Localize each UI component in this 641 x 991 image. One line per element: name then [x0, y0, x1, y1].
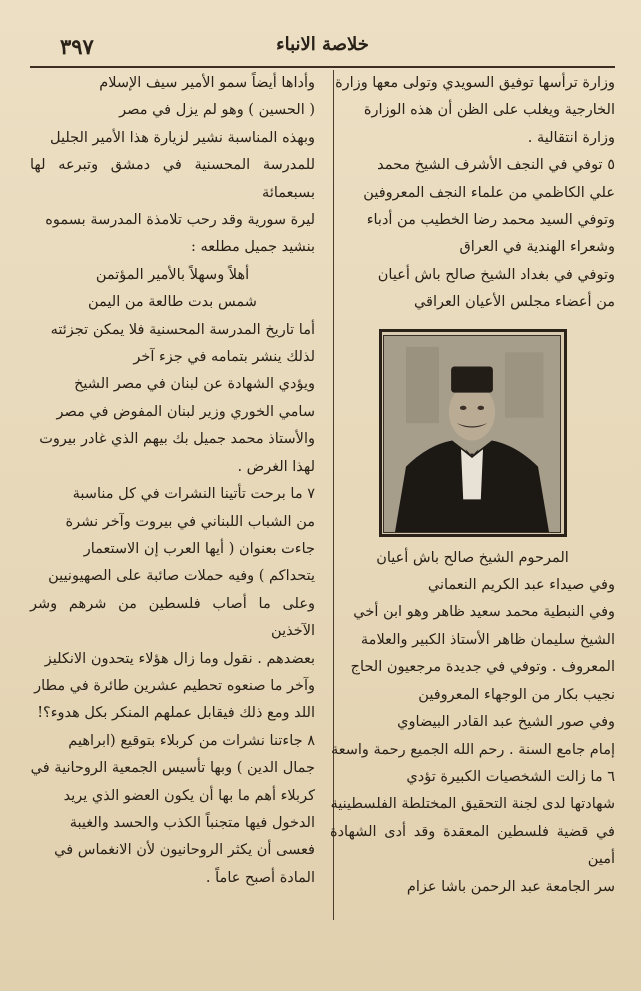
text-line: المعروف . وتوفي في جديدة مرجعيون الحاج: [350, 659, 615, 676]
text-line: وزارة انتقالية .: [527, 129, 615, 146]
text-line: الشيخ سليمان ظاهر الأستاذ الكبير والعلامة: [360, 631, 615, 648]
text-line: بنشيد جميل مطلعه :: [191, 239, 315, 256]
text-line: وتوفي في بغداد الشيخ صالح باش أعيان: [377, 266, 615, 283]
text-line: لذلك ينشر بتمامه في جزء آخر: [133, 349, 315, 366]
text-line: وفي صور الشيخ عبد القادر البيضاوي: [397, 714, 615, 731]
text-line: سامي الخوري وزير لبنان المفوض في مصر: [56, 403, 315, 420]
photo-caption: المرحوم الشيخ صالح باش أعيان: [376, 549, 569, 566]
page-header: [30, 30, 615, 68]
text-line: وأداها أيضاً سمو الأمير سيف الإسلام: [99, 75, 315, 91]
right-column: [330, 70, 615, 951]
text-line: بعضدهم . نقول وما زال هؤلاء يتحدون الانكليز: [44, 650, 315, 667]
text-line: جاءت بعنوان ( أيها العرب إن الاستعمار: [83, 540, 315, 557]
text-line: للمدرسة المحسنية في دمشق وتبرعه لها بسبعمائة: [30, 157, 315, 201]
text-line: وزارة ترأسها توفيق السويدي وتولى معها وزارة: [335, 75, 615, 91]
text-line: وفي صيداء عبد الكريم النعماني: [427, 577, 615, 594]
text-line: كربلاء أهم ما بها أن يكون العضو الذي يريد: [63, 787, 315, 804]
text-line: وآخر ما صنعوه تحطيم عشرين طائرة في مطار: [34, 677, 315, 694]
text-line: والأستاذ محمد جميل بك بيهم الذي غادر بيروت: [39, 431, 315, 448]
verse-line: أهلاً وسهلاً بالأمير المؤتمن: [95, 266, 250, 283]
page-title: خلاصة الانباء: [276, 34, 369, 55]
text-line: سر الجامعة عبد الرحمن باشا عزام: [406, 878, 615, 895]
text-line: فعسى أن يكثر الروحانيون لأن الانغماس في: [54, 842, 315, 859]
portrait-photo-frame: [379, 329, 567, 537]
text-line: الخارجية ويغلب على الظن أن هذه الوزارة: [363, 102, 615, 119]
text-line: اللد ومع ذلك فيقابل عملهم المنكر بكل هدوء؟!: [37, 705, 315, 722]
text-line: لهذا الغرض .: [237, 458, 315, 475]
text-line: في قضية فلسطين المعقدة وقد أدى الشهادة أمين: [330, 823, 615, 868]
text-line: وتوفي السيد محمد رضا الخطيب من أدباء: [366, 212, 615, 229]
verse-line: شمس بدت طالعة من اليمن: [88, 294, 257, 311]
text-line: ٧ ما برحت تأتينا النشرات في كل مناسبة: [72, 486, 315, 503]
text-line: جمال الدين ) وبها تأسيس الجمعية الروحانية في: [30, 760, 315, 777]
text-line: ويؤدي الشهادة عن لبنان في مصر الشيخ: [74, 376, 315, 393]
text-line: وشعراء الهندية في العراق: [459, 239, 615, 256]
text-line: ٦ ما زالت الشخصيات الكبيرة تؤدي: [406, 768, 615, 785]
page-number: ٣٩٧: [60, 34, 94, 59]
left-column: [30, 70, 315, 951]
text-line: وفي النبطية محمد سعيد ظاهر وهو ابن أخي: [353, 604, 615, 621]
text-line: من الشباب اللبناني في بيروت وآخر نشرة: [65, 513, 315, 530]
text-line: الدخول فيها متجنباً الكذب والحسد والغيبة: [69, 814, 315, 831]
text-line: شهادتها لدى لجنة التحقيق المختلطة الفلسطينية: [330, 796, 615, 813]
text-line: علي الكاظمي من علماء النجف المعروفين: [363, 184, 615, 201]
text-line: ٥ توفي في النجف الأشرف الشيخ محمد: [377, 157, 615, 174]
text-line: ليرة سورية وقد رحب تلامذة المدرسة بسموه: [45, 212, 315, 229]
text-line: أما تاريخ المدرسة المحسنية فلا يمكن تجزئته: [50, 321, 315, 338]
text-line: نجيب بكار من الوجهاء المعروفين: [418, 686, 615, 703]
portrait-photo: [383, 335, 561, 533]
text-line: المادة أصبح عاماً .: [205, 869, 315, 886]
portrait-figure-icon: [384, 336, 560, 532]
text-line: وعلى ما أصاب فلسطين من شرهم وشر الآخذين: [30, 595, 315, 640]
text-line: من أعضاء مجلس الأعيان العراقي: [413, 294, 615, 311]
text-line: يتحداكم ) وفيه حملات صائبة على الصهيونيين: [48, 568, 315, 585]
text-line: إمام جامع السنة . رحم الله الجميع رحمة واسعة: [330, 741, 615, 758]
text-line: ( الحسين ) وهو لم يزل في مصر: [119, 102, 315, 119]
text-line: ٨ جاءتنا نشرات من كربلاء بتوقيع (ابراهيم: [68, 732, 315, 749]
text-line: وبهذه المناسبة نشير لزيارة هذا الأمير الجليل: [49, 129, 315, 146]
